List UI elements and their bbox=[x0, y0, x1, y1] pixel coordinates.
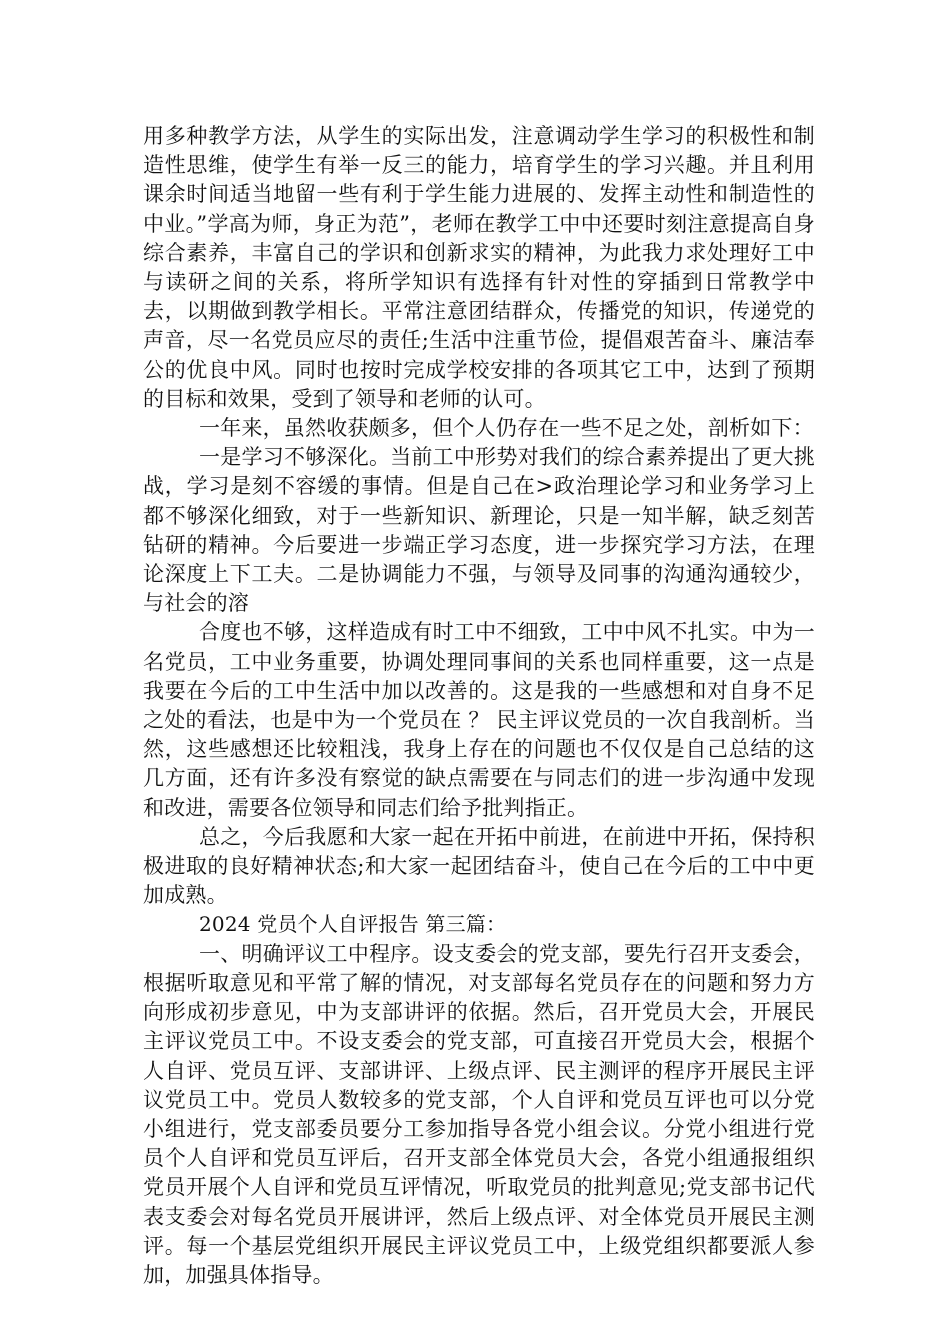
paragraph-evaluation-procedure: 一、明确评议工中程序。设支委会的党支部，要先行召开支委会，根据听取意见和平常了解的情况，对支部每名党员存在的问题和努力方向形成初步意见，中为支部讲评的依据。然后，召开党员大会，开展民主评议党员工中。不设支委会的党支部，可直接召开党员大会，根据个人自评、党员互评、支部讲评、上级点评、民主测评的程序开展民主评议党员工中。党员人数较多的党支部，个人自评和党员互评也可以分党小组进行，党支部委员要分工参加指导各党小组会议。分党小组进行党员个人自评和党员互评后，召开支部全体党员大会，各党小组通报组织党员开展个人自评和党员互评情况，听取党员的批判意见;党支部书记代表支委会对每名党员开展讲评，然后上级点评、对全体党员开展民主测评。每一个基层党组织开展民主评议党员工中，上级党组织都要派人参加，加强具体指导。 bbox=[143, 941, 815, 1287]
section-heading: 2024 党员个人自评报告 第三篇： bbox=[199, 912, 507, 937]
paragraph-shortcomings-intro: 一年来，虽然收获颇多，但个人仍存在一些不足之处，剖析如下： bbox=[199, 416, 814, 441]
paragraph-teaching-methods: 用多种教学方法，从学生的实际出发，注意调动学生学习的积极性和制造性思维，使学生有举一反三的能力，培育学生的学习兴趣。并且利用课余时间适当地留一些有利于学生能力进展的、发挥主动性和制造性的中业。”学高为师，身正为范”，老师在教学工中中还要时刻注意提高自身综合素养，丰富自己的学识和创新求实的精神，为此我力求处理好工中与读研之间的关系，将所学知识有选择有针对性的穿插到日常教学中去，以期做到教学相长。平常注意团结群众，传播党的知识，传递党的声音，尽一名党员应尽的责任;生活中注重节俭，提倡艰苦奋斗、廉洁奉公的优良中风。同时也按时完成学校安排的各项其它工中，达到了预期的目标和效果，受到了领导和老师的认可。 bbox=[143, 124, 815, 411]
document-page bbox=[143, 122, 815, 1290]
paragraph-study-not-deep: 一是学习不够深化。当前工中形势对我们的综合素养提出了更大挑战，学习是刻不容缓的事情。但是自己在>政治理论学习和业务学习上都不够深化细致，对于一些新知识、新理论，只是一知半解，缺乏刻苦钻研的精神。今后要进一步端正学习态度，进一步探究学习方法，在理论深度上下工夫。二是协调能力不强，与领导及同事的沟通沟通较少，与社会的溶 bbox=[143, 445, 815, 616]
paragraph-coordination: 合度也不够，这样造成有时工中不细致，工中中风不扎实。中为一名党员，工中业务重要，协调处理同事间的关系也同样重要，这一点是我要在今后的工中生活中加以改善的。这是我的一些感想和对自身不足之处的看法，也是中为一个党员在 ？ 民主评议党员的一次自我剖析。当然，这些感想还比较粗浅，我身上存在的问题也不仅仅是自己总结的这几方面，还有许多没有察觉的缺点需要在与同志们的进一步沟通中发现和改进，需要各位领导和同志们给予批判指正。 bbox=[143, 620, 815, 820]
paragraph-conclusion: 总之，今后我愿和大家一起在开拓中前进，在前进中开拓，保持积极进取的良好精神状态;和大家一起团结奋斗，使自己在今后的工中中更加成熟。 bbox=[143, 824, 815, 908]
